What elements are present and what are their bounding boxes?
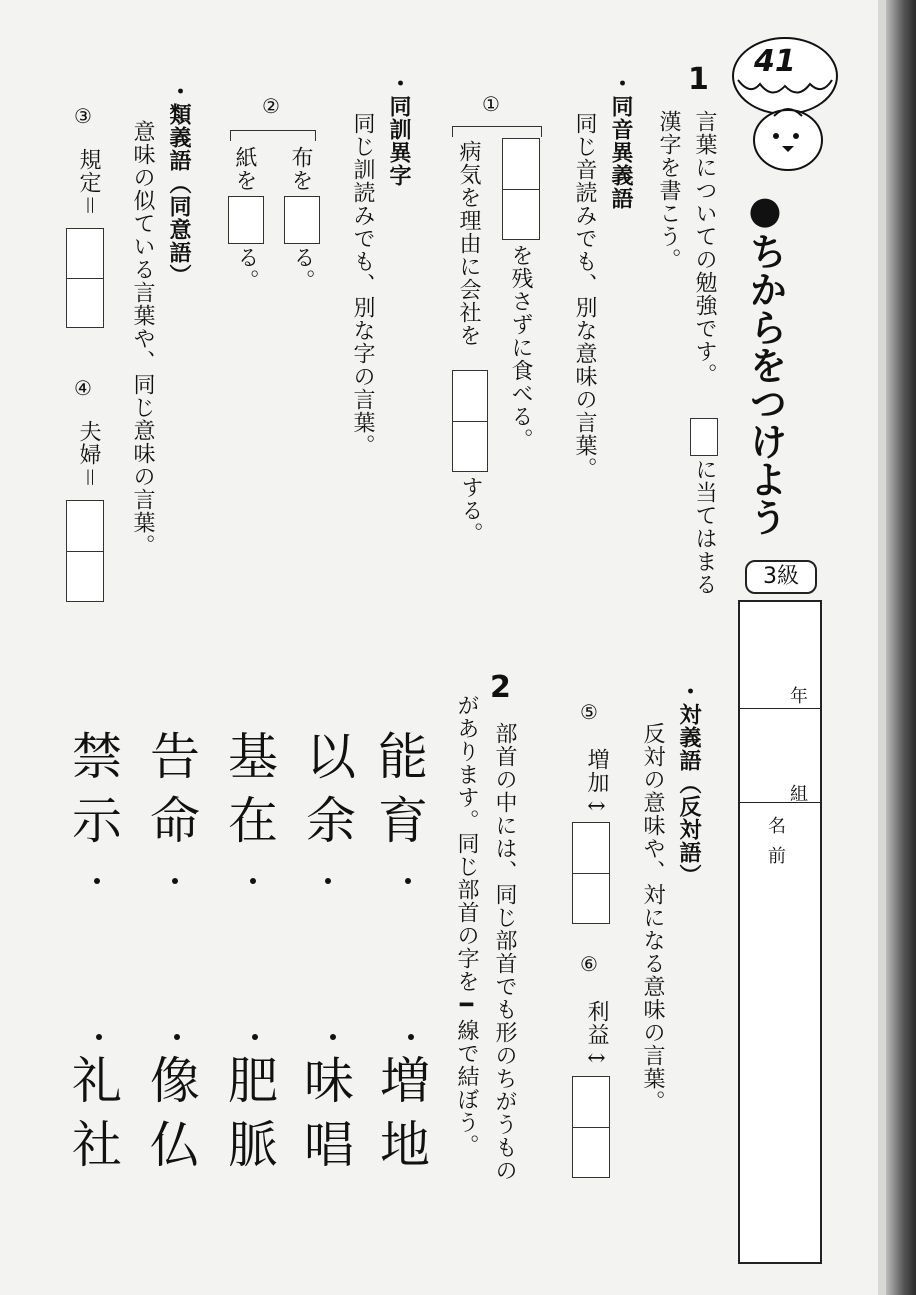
match-dot[interactable] [252,1034,258,1040]
match-dot[interactable] [325,878,331,884]
kanji-card: 脈 [228,1116,278,1174]
kanji-card: 唱 [304,1116,354,1174]
kanji-card: 地 [380,1116,430,1174]
item-4-label: 夫婦＝ [76,420,101,489]
name-box [738,600,822,1264]
kanji-card: 基 [228,728,278,786]
item-2-line1: 布を [288,146,313,192]
answer-box-6[interactable] [572,1076,610,1178]
name-label: 名前 [765,816,786,876]
answer-box-1b[interactable] [452,370,488,472]
kanji-pair-top-2 [306,728,366,850]
page-number: 41 [754,44,796,79]
item-1-number: ① [482,92,500,116]
q1-instruction-line2: 漢字を書こう。 [656,110,681,271]
item-1-bracket [452,126,542,137]
class-label: 組 [790,784,808,805]
item-1-line1-end: する。 [458,476,483,545]
q1-instruction-line1: 言葉についての勉強です。 [692,110,717,386]
item-6-number: ⑥ [580,952,598,976]
kanji-pair-bottom-1 [380,1052,440,1174]
item-5-number: ⑤ [580,700,598,724]
antonym-heading: ・対義語（反対語） [676,680,701,887]
page-edge [878,0,886,1295]
kanji-card: 在 [228,792,278,850]
question-2-number: 2 [490,670,511,705]
kanji-card: 告 [150,728,200,786]
antonym-desc: 反対の意味や、対になる意味の言葉。 [640,722,665,1113]
kanji-card: 増 [380,1052,430,1110]
q2-instruction-line2: があります。同じ部首の字を━線で結ぼう。 [454,694,479,1157]
kanji-card: 以 [306,728,356,786]
kanji-card: 像 [150,1052,200,1110]
synonym-heading: ・類義語（同意語） [166,80,191,287]
kanji-pair-top-5 [72,728,132,850]
answer-box-5[interactable] [572,822,610,924]
item-3-number: ③ [74,104,92,128]
book-gutter [886,0,916,1295]
kanji-card: 仏 [150,1116,200,1174]
item-2-line2: 紙を [232,146,257,192]
kanji-pair-top-1 [378,728,438,850]
answer-box-2a[interactable] [284,196,320,244]
kanji-pair-bottom-5 [72,1052,132,1174]
name-field[interactable] [740,812,820,1262]
kanji-pair-bottom-4 [150,1052,210,1174]
kanji-pair-top-3 [228,728,288,850]
kanji-card: 余 [306,792,356,850]
level-label: 3級 [763,564,799,589]
item-1-line1: 病気を理由に会社を [456,140,481,347]
answer-box-3[interactable] [66,228,104,328]
level-badge [745,560,817,594]
match-dot[interactable] [94,878,100,884]
synonym-desc: 意味の似ている言葉や、同じ意味の言葉。 [130,120,155,557]
answer-box-4[interactable] [66,500,104,602]
kanji-card: 能 [378,728,428,786]
item-2-bracket [230,130,316,141]
kanji-card: 示 [72,792,122,850]
kanji-card: 味 [304,1052,354,1110]
item-6-label: 利益↔ [584,1000,609,1072]
item-2-line1-end: る。 [290,246,315,292]
kanji-card: 肥 [228,1052,278,1110]
kanji-card: 命 [150,792,200,850]
match-dot[interactable] [330,1034,336,1040]
kanji-card: 育 [378,792,428,850]
homophone-heading: ・同音異義語 [608,72,633,210]
match-dot[interactable] [172,878,178,884]
homonym-desc: 同じ訓読みでも、別な字の言葉。 [350,112,375,457]
item-4-number: ④ [74,376,92,400]
example-box [690,418,718,456]
item-5-label: 増加↔ [584,748,609,820]
match-dot[interactable] [250,878,256,884]
q2-instruction-line1: 部首の中には、同じ部首でも形のちがうもの [492,722,517,1182]
match-dot[interactable] [174,1034,180,1040]
year-label: 年 [790,686,808,707]
homonym-heading: ・同訓異字 [386,72,411,187]
q1-instruction-line1b: に当てはまる [692,458,717,596]
item-1-line2: を残さずに食べる。 [508,244,533,451]
kanji-card: 社 [72,1116,122,1174]
kanji-pair-top-4 [150,728,210,850]
item-2-number: ② [262,94,280,118]
match-dot[interactable] [96,1034,102,1040]
page-title: ●ちからをつけよう [743,188,787,536]
match-dot[interactable] [408,1034,414,1040]
answer-box-1a[interactable] [502,138,540,240]
homophone-desc: 同じ音読みでも、別な意味の言葉。 [572,112,597,480]
item-3-label: 規定＝ [76,148,101,217]
kanji-pair-bottom-3 [228,1052,288,1174]
kanji-pair-bottom-2 [304,1052,364,1174]
question-1-number: 1 [688,62,709,97]
answer-box-2b[interactable] [228,196,264,244]
match-dot[interactable] [405,878,411,884]
item-2-line2-end: る。 [234,246,259,292]
kanji-card: 礼 [72,1052,122,1110]
kanji-card: 禁 [72,728,122,786]
